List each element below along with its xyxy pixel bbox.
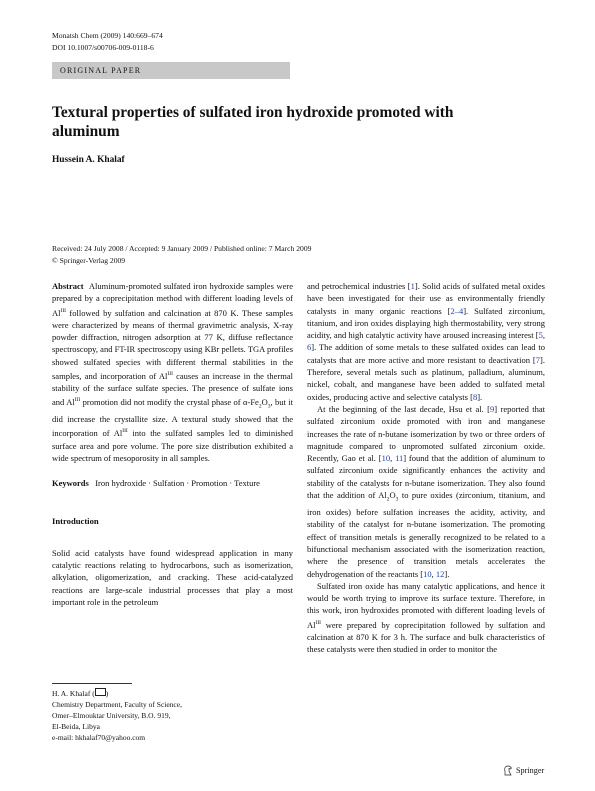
superscript: III <box>315 619 321 626</box>
text: ]. The addition of some metals to these sulfated oxides can lead to catalysts that are more active and more resistant to deactivation [ <box>307 342 545 365</box>
abstract-text: followed by sulfation and calcination at 870 K. These samples were characterized by means of thermal gravimetric analysis, X-ray powder diffraction, nitrogen adsorption at 77 K, diffuse reflectance spectroscopy, and FT-IR spectroscopy using KBr pellets. TGA profiles showed sulfated species with different thermal stabilities in the samples, and incorporation of Al <box>52 307 293 381</box>
superscript: III <box>74 397 81 404</box>
text: ]. Therefore, several metals such as platinum, palladium, aluminum, nickel, cobalt, and manganese have been added to sulfated metal oxides, producing active and selective catalysts [ <box>307 354 545 402</box>
text: to pure oxides (zirconium, titanium, and iron oxides) before sulfation increases the acidity, activity, and stability of the catalyst for n-butane isomerization. The promoting effect of transition metals is generally recognized to be related to a bifunctional mechanism associated with the isomerization reaction, where the presence of transition metals accelerates the dehydrogenation of the reactants [ <box>307 490 545 579</box>
text: ]. Solid acids of sulfated metal oxides have been investigated for their use as environmentally friendly catalysts in many organic reactions [ <box>307 281 545 316</box>
paragraph <box>307 403 545 580</box>
superscript: III <box>167 370 173 377</box>
citation-link[interactable]: 9 <box>490 403 495 414</box>
introduction-heading: Introduction <box>52 516 99 527</box>
citation-link[interactable]: 6 <box>307 342 312 353</box>
text: ]. <box>444 568 450 579</box>
subscript: 2 <box>258 403 262 410</box>
journal-header <box>52 30 163 53</box>
abstract-text: into the sulfated samples led to diminished surface area and pore volume. The pore size distribution exhibited a wide spectrum of mesoporosity in all samples. <box>52 428 294 463</box>
text: ]. <box>477 391 483 402</box>
citation-link[interactable]: 10 <box>423 568 432 579</box>
text: were prepared by coprecipitation followed by sulfation and calcination at 870 K for 3 h. The surface and bulk characteristics of these catalysts were then studied in order to monitor the <box>307 619 545 655</box>
journal-citation: Monatsh Chem (2009) 140:669–674 <box>52 31 163 40</box>
subscript: 3 <box>395 496 399 503</box>
text: O <box>389 490 396 501</box>
department: Chemistry Department, Faculty of Science, <box>52 699 182 709</box>
envelope-icon[interactable] <box>95 688 106 696</box>
keywords <box>52 477 293 489</box>
text: , <box>542 330 545 341</box>
keywords-heading: Keywords <box>52 478 89 489</box>
citation-link[interactable]: 10 <box>381 453 391 464</box>
university: Omer–Elmouktar University, B.O. 919, <box>52 710 171 720</box>
corresponding-author <box>52 688 182 700</box>
abstract-text: O <box>261 397 268 408</box>
doi: DOI 10.1007/s00706-009-0118-6 <box>52 42 154 52</box>
text: Sulfated iron oxide has many catalytic applications, and hence it would be worth trying to improve its surface texture. Therefore, in this work, iron hydroxides promoted with different loading levels of Al <box>307 580 545 630</box>
abstract-text: promotion did not modify the crystal phase of α-Fe <box>80 397 259 408</box>
citation-link[interactable]: 2–4 <box>450 305 464 316</box>
publisher-logo <box>503 765 544 776</box>
superscript: III <box>122 428 128 435</box>
superscript: III <box>60 307 66 314</box>
citation-link[interactable]: 1 <box>410 281 415 291</box>
paper-title: Textural properties of sulfated iron hydroxide promoted with aluminum <box>52 104 454 140</box>
citation-link[interactable]: 5 <box>538 330 543 341</box>
email[interactable]: e-mail: hkhalaf70@yahoo.com <box>52 732 146 742</box>
abstract-text: causes an increase in the thermal stability of the surface sulfate species. The presence of sulfate ions and Al <box>52 370 293 408</box>
citation-link[interactable]: 12 <box>435 568 445 579</box>
abstract-heading: Abstract <box>52 281 84 291</box>
text: ]. Sulfated zirconium, titanium, and iron oxides displaying high thermostability, very strong acidity, and high catalytic activity have aroused increasing interest [ <box>307 305 546 341</box>
springer-horse-icon <box>503 765 513 776</box>
introduction-paragraph: Solid acid catalysts have found widespread application in many catalytic reactions relating to hydrocarbons, such as isomerization, alkylation, oligomerization, and cracking. These acid-catalyzed reactions are large-scale industrial processes that play a most important role in the petroleum <box>52 547 293 607</box>
author-name-text: H. A. Khalaf ( <box>52 689 95 698</box>
copyright: © Springer-Verlag 2009 <box>52 255 126 265</box>
city: El-Beida, Libya <box>52 721 100 731</box>
abstract-text: Aluminum-promoted sulfated iron hydroxide samples were prepared by a coprecipitation method with different loading levels of Al <box>52 281 293 318</box>
right-column <box>307 280 545 655</box>
paragraph <box>307 280 545 403</box>
paren-close: ) <box>105 689 109 698</box>
text: At the beginning of the last decade, Hsu et al. [ <box>317 403 490 414</box>
text: , <box>431 568 436 579</box>
abstract-text: , but it did increase the crystallite size. A textural study showed that the incorporation of Al <box>52 397 293 439</box>
subscript: 2 <box>386 496 390 503</box>
publisher-name: Springer <box>516 766 545 775</box>
left-column <box>52 280 293 608</box>
abstract <box>52 280 293 464</box>
footnote-divider <box>52 683 132 684</box>
paragraph <box>307 580 545 656</box>
citation-link[interactable]: 11 <box>395 453 404 464</box>
citation-link[interactable]: 8 <box>472 391 478 402</box>
publication-history <box>52 243 311 266</box>
history-dates: Received: 24 July 2008 / Accepted: 9 January 2009 / Published online: 7 March 2009 <box>52 244 312 253</box>
subscript: 3 <box>267 403 271 410</box>
author-affiliation <box>52 688 182 744</box>
author-name: Hussein A. Khalaf <box>52 155 125 165</box>
text: ] found that the addition of aluminum to sulfated zirconium oxide significantly enhances the activity and stability of the catalysts for n-butane isomerization. They also found that the addition of Al <box>307 453 546 501</box>
keywords-text: Iron hydroxide · Sulfation · Promotion · Texture <box>95 478 260 489</box>
text: and petrochemical industries [ <box>307 281 411 291</box>
text: ] reported that sulfated zirconium oxide promoted with iron and manganese increases the rate of n-butane isomerization by two or three orders of magnitude compared to unpromoted sulfated zirconium oxide. Recently, Gao et al. [ <box>307 403 545 464</box>
section-label: ORIGINAL PAPER <box>52 62 290 79</box>
text: , <box>390 453 396 464</box>
citation-link[interactable]: 7 <box>535 354 541 365</box>
